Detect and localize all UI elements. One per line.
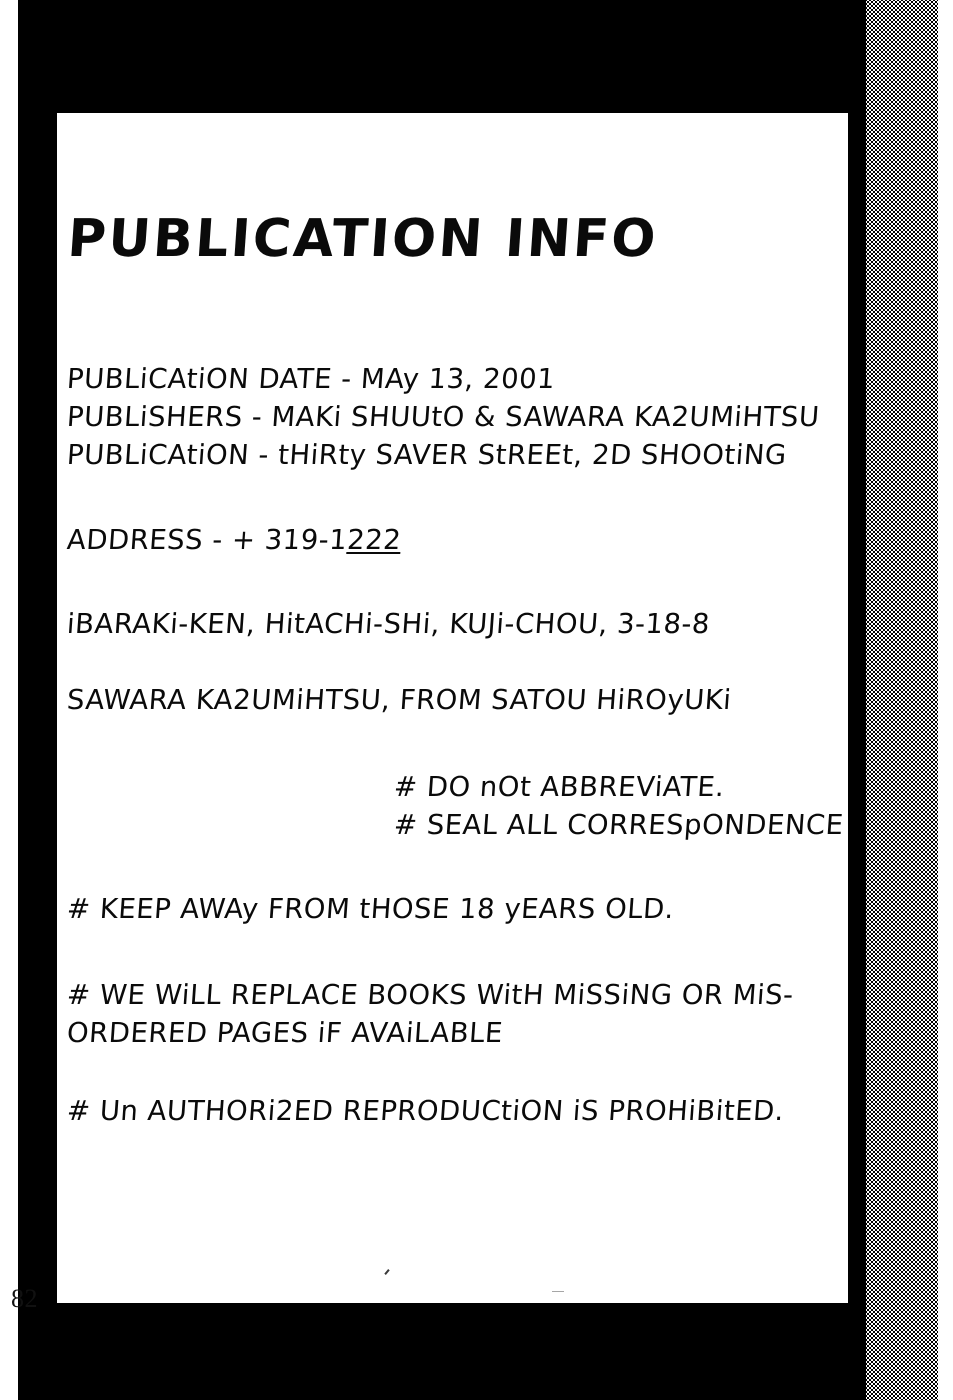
- publishers-line: PUBLiSHERS - MAKi SHUUtO & SAWARA KA2UMiHTSU: [65, 401, 821, 433]
- note-seal-correspondence: # SEAL ALL CORRESpONDENCE: [392, 809, 845, 841]
- left-margin: [0, 0, 18, 1400]
- note-replacement-line1: # WE WiLL REPLACE BOOKS WitH MiSSiNG OR MiS-: [65, 979, 795, 1011]
- page-title: PUBLICATION INFO: [65, 209, 660, 269]
- address-line: iBARAKi-KEN, HitACHi-SHi, KUJi-CHOU, 3-18-8: [65, 608, 712, 640]
- halftone-band: [866, 0, 938, 1400]
- note-replacement-line2: ORDERED PAGES iF AVAiLABLE: [65, 1017, 504, 1049]
- address-code-label: ADDRESS - + 319-1: [65, 524, 349, 556]
- publication-date-line: PUBLiCAtiON DATE - MAy 13, 2001: [65, 363, 557, 395]
- note-reproduction: # Un AUTHORi2ED REPRODUCtiON iS PROHiBitED.: [65, 1095, 786, 1127]
- scan-speck: [552, 1291, 564, 1292]
- page-number: 82: [11, 1284, 38, 1313]
- attention-line: SAWARA KA2UMiHTSU, FROM SATOU HiROyUKi: [65, 684, 733, 716]
- note-do-not-abbreviate: # DO nOt ABBREViATE.: [392, 771, 726, 803]
- address-code-line: [66, 526, 402, 555]
- address-code-digits: 222: [346, 524, 403, 556]
- right-margin: [938, 0, 953, 1400]
- publication-line: PUBLiCAtiON - tHiRty SAVER StREEt, 2D SHOOtiNG: [65, 439, 788, 471]
- scan-speck: [384, 1269, 389, 1275]
- card-content: [57, 113, 848, 1303]
- publication-info-card: [57, 113, 848, 1303]
- note-age-restriction: # KEEP AWAy FROM tHOSE 18 yEARS OLD.: [65, 893, 676, 925]
